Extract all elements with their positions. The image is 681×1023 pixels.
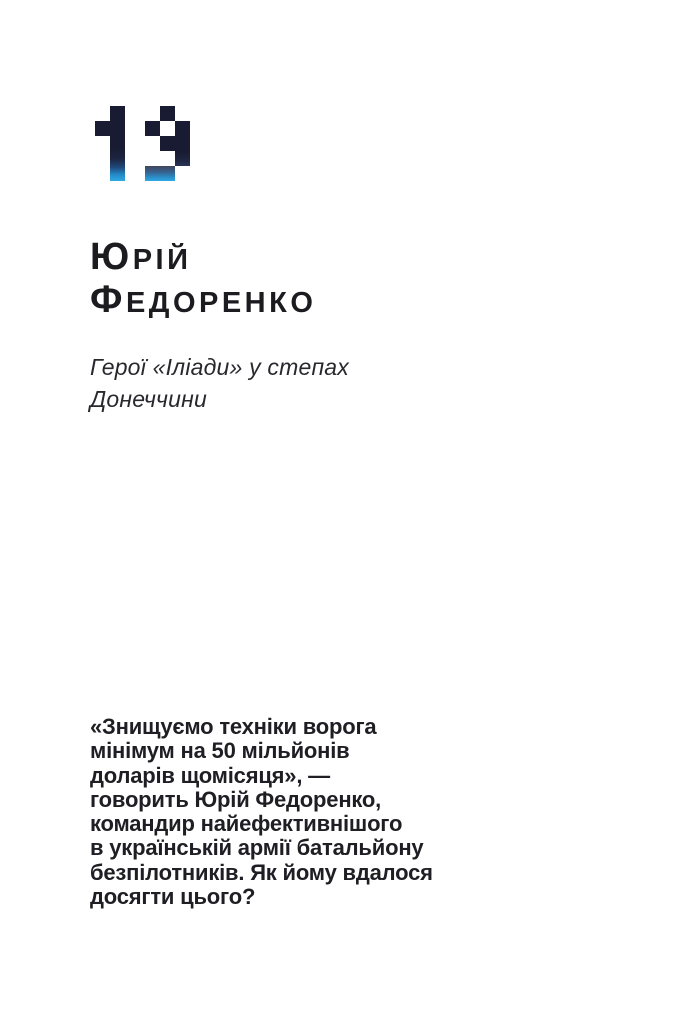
intro-line: досягти цього? <box>90 884 256 910</box>
intro-line: мінімум на 50 мільйонів <box>90 738 350 764</box>
author-first-name: ЮРІЙ <box>90 236 192 278</box>
digit-9-right-column <box>175 121 190 166</box>
chapter-number <box>93 106 190 181</box>
author-last-name: ФЕДОРЕНКО <box>90 279 317 321</box>
digit-9-bottom-bar <box>145 166 175 181</box>
intro-line: говорить Юрій Федоренко, <box>90 786 382 812</box>
intro-paragraph <box>90 715 433 909</box>
digit-9-left-block <box>145 121 160 136</box>
chapter-subtitle <box>90 351 349 415</box>
author-name <box>90 237 316 323</box>
intro-line: доларів щомісяця», — <box>90 762 330 788</box>
digit-1-flag-block <box>95 121 110 136</box>
intro-line: «Знищуємо техніки ворога <box>90 714 377 739</box>
digit-1-stem-block <box>110 106 125 181</box>
subtitle-line-2: Донеччини <box>90 386 207 412</box>
intro-line: командир найефективнішого <box>90 811 403 837</box>
digit-9-center-block <box>160 136 175 151</box>
intro-line: в українській армії батальйону <box>90 835 424 861</box>
subtitle-line-1: Герої «Іліади» у степах <box>90 354 350 380</box>
chapter-number-value <box>93 106 94 107</box>
intro-line: безпілотників. Як йому вдалося <box>90 859 433 885</box>
digit-9-top-block <box>160 106 175 121</box>
